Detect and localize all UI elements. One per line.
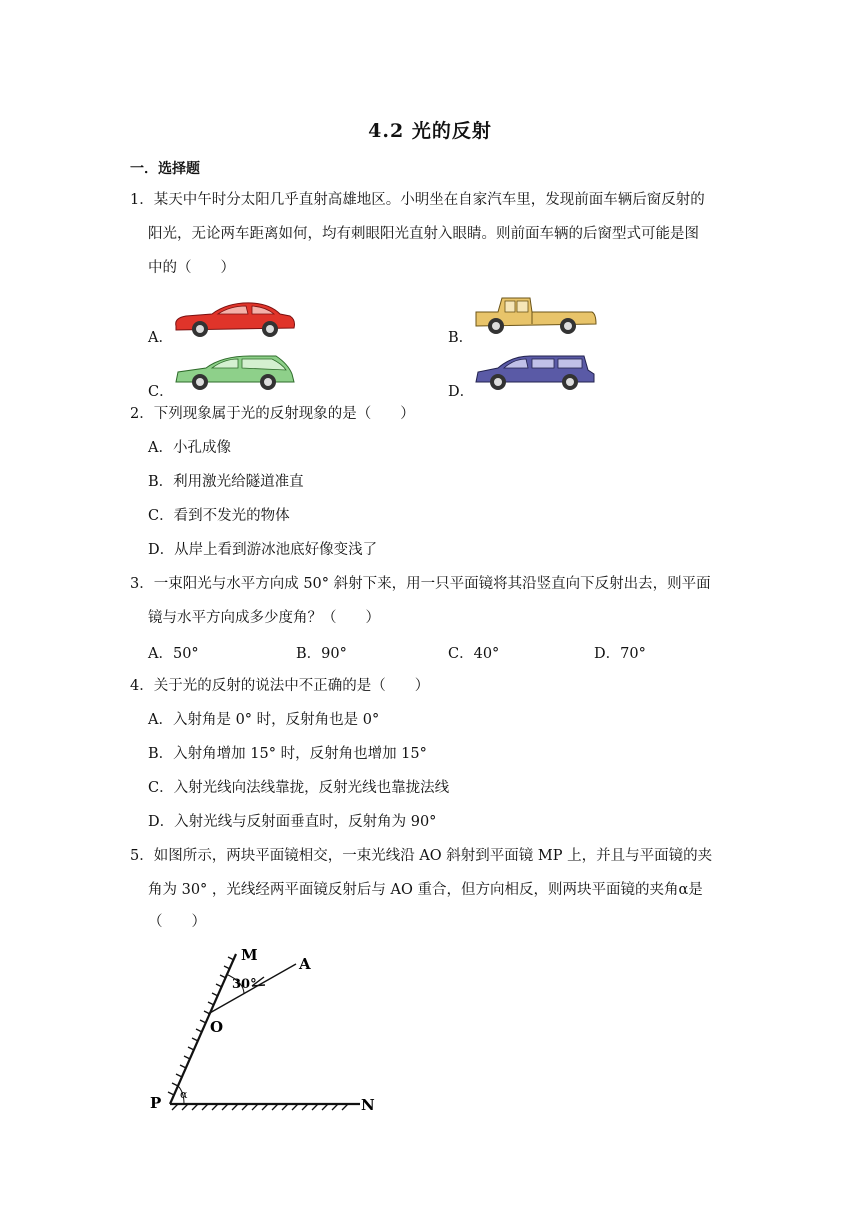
q4-option-a: A．入射角是 0° 时，反射角也是 0° — [148, 712, 380, 728]
label-o: O — [210, 1018, 224, 1036]
q3-option-a: A．50° — [148, 646, 199, 662]
mirror-mp-hatching — [168, 957, 234, 1095]
q3-line-2: 镜与水平方向成多少度角？（ ） — [148, 610, 380, 626]
section-heading: 一．选择题 — [130, 161, 200, 177]
car-b-pickup-image — [472, 294, 598, 338]
q4-option-c: C．入射光线向法线靠拢，反射光线也靠拢法线 — [148, 780, 450, 796]
q1-line-2: 阳光，无论两车距离如何，均有刺眼阳光直射入眼睛。则前面车辆的后窗型式可能是图 — [148, 226, 699, 242]
car-a-coupe-image — [172, 298, 298, 340]
mirror-diagram — [148, 946, 388, 1116]
label-p: P — [150, 1094, 162, 1112]
q3-option-d: D．70° — [594, 646, 646, 662]
q3-line-1: 3．一束阳光与水平方向成 50° 斜射下来，用一只平面镜将其沿竖直向下反射出去，则平面 — [130, 576, 711, 592]
label-m: M — [241, 946, 258, 964]
q2-stem: 2．下列现象属于光的反射现象的是（ ） — [130, 406, 415, 422]
q1-option-a-label: A． — [148, 330, 173, 346]
q1-line-3: 中的（ ） — [148, 260, 235, 276]
q3-option-b: B．90° — [296, 646, 347, 662]
label-alpha: α — [180, 1088, 188, 1101]
q1-option-c-label: C． — [148, 384, 174, 400]
q2-option-b: B．利用激光给隧道准直 — [148, 474, 304, 490]
label-n: N — [361, 1096, 375, 1114]
q2-option-c: C．看到不发光的物体 — [148, 508, 290, 524]
q2-option-a: A．小孔成像 — [148, 440, 231, 456]
q1-option-b-label: B． — [448, 330, 474, 346]
car-d-wagon-image — [472, 352, 598, 394]
q3-option-c: C．40° — [448, 646, 500, 662]
q1-line-1: 1．某天中午时分太阳几乎直射高雄地区。小明坐在自家汽车里，发现前面车辆后窗反射的 — [130, 192, 705, 208]
q4-option-d: D．入射光线与反射面垂直时，反射角为 90° — [148, 814, 437, 830]
page-title: 4.2 光的反射 — [368, 120, 492, 142]
label-angle-30: 30° — [232, 977, 257, 992]
q5-line-3: （ ） — [148, 914, 206, 930]
car-c-hatchback-image — [172, 352, 298, 394]
q4-stem: 4．关于光的反射的说法中不正确的是（ ） — [130, 678, 430, 694]
label-a: A — [299, 955, 311, 973]
q5-line-1: 5．如图所示，两块平面镜相交，一束光线沿 AO 斜射到平面镜 MP 上，并且与平面镜的夹 — [130, 848, 713, 864]
q5-line-2: 角为 30° ，光线经两平面镜反射后与 AO 重合，但方向相反，则两块平面镜的夹角α是 — [148, 882, 703, 898]
q4-option-b: B．入射角增加 15° 时，反射角也增加 15° — [148, 746, 427, 762]
q2-option-d: D．从岸上看到游冰池底好像变浅了 — [148, 542, 378, 558]
mirror-mp-line — [170, 954, 236, 1104]
q1-option-d-label: D． — [448, 384, 475, 400]
